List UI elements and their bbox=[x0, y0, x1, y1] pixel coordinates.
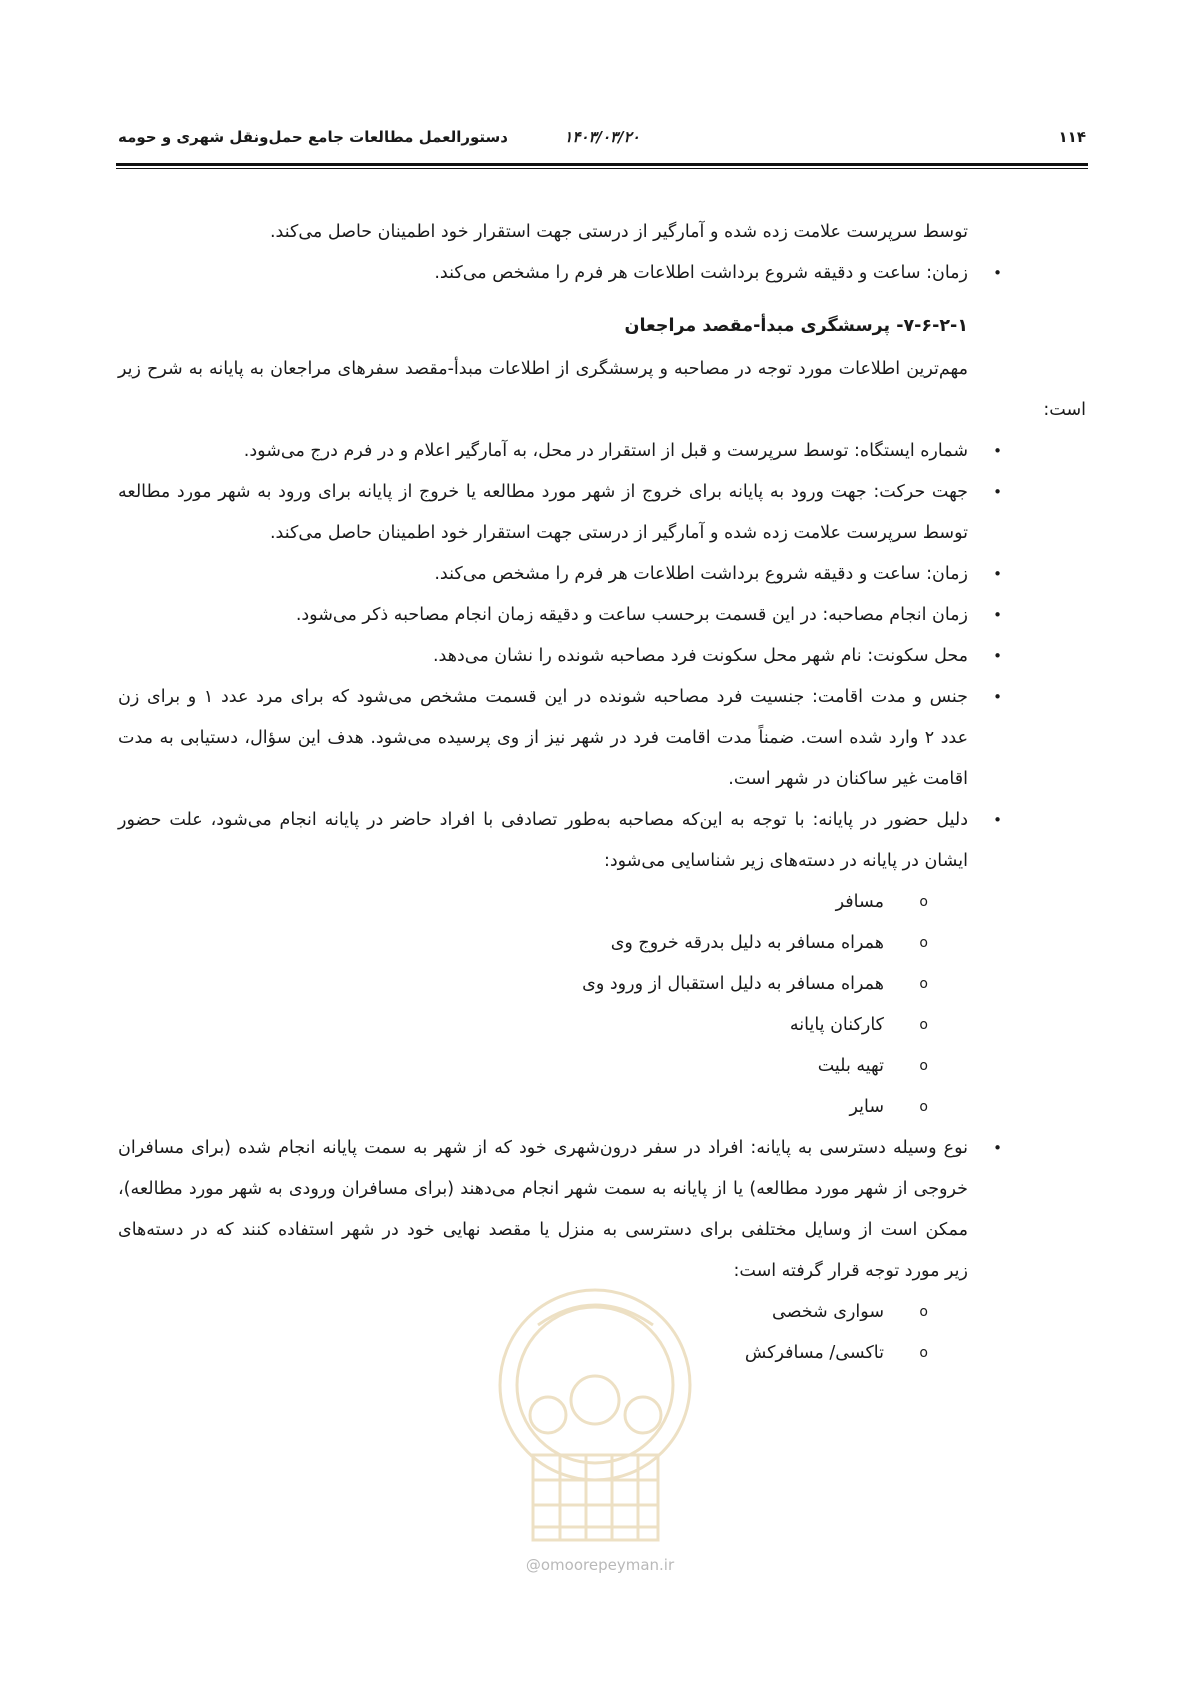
bullet-continuation: اقامت غیر ساکنان در شهر است. bbox=[728, 769, 968, 789]
bullet-item-residence bbox=[118, 636, 1086, 677]
bullet-icon: • bbox=[993, 264, 1002, 282]
sub-item bbox=[118, 1046, 1086, 1087]
bullet-continuation: ایشان در پایانه در دسته‌های زیر شناسایی می‌شود: bbox=[603, 851, 968, 871]
header-date: ۱۴۰۳/۰۳/۲۰ bbox=[564, 128, 640, 146]
header-rule-thick bbox=[116, 163, 1088, 166]
bullet-text: زمان انجام مصاحبه: در این قسمت برحسب ساعت و دقیقه زمان انجام مصاحبه ذکر می‌شود. bbox=[295, 605, 968, 625]
page-body bbox=[118, 212, 1086, 1374]
circle-bullet-icon: o bbox=[919, 1099, 928, 1115]
sub-item bbox=[118, 1005, 1086, 1046]
bullet-continuation: عدد ۲ وارد شده است. ضمناً مدت اقامت فرد در شهر نیز از وی پرسیده می‌شود. هدف این سؤال، دستیابی به مدت bbox=[118, 728, 969, 748]
bullet-item-time-prev bbox=[118, 253, 1086, 294]
sub-item-text: تاکسی/ مسافرکش bbox=[744, 1343, 884, 1363]
sub-item-text: سایر bbox=[849, 1097, 884, 1117]
circle-bullet-icon: o bbox=[919, 1304, 928, 1320]
bullet-icon: • bbox=[993, 647, 1002, 665]
bullet-continuation: زیر مورد توجه قرار گرفته است: bbox=[733, 1261, 968, 1281]
watermark-text: @omoorepeyman.ir bbox=[525, 1556, 675, 1574]
circle-bullet-icon: o bbox=[919, 894, 928, 910]
section-intro-line-1: مهم‌ترین اطلاعات مورد توجه در مصاحبه و پرسشگری از اطلاعات مبدأ-مقصد سفرهای مراجعان به پایانه به شرح زیر bbox=[118, 359, 968, 379]
continuation-line: توسط سرپرست علامت زده شده و آمارگیر از درستی جهت استقرار خود اطمینان حاصل می‌کند. bbox=[269, 222, 968, 242]
bullet-item-time bbox=[118, 554, 1086, 595]
bullet-continuation: خروجی از شهر مورد مطالعه) یا از پایانه به سمت شهر انجام می‌دهند (برای مسافران ورودی به شهر مورد مطالعه)، bbox=[118, 1179, 968, 1199]
bullet-continuation: ممکن است از وسایل مختلفی برای دسترسی به منزل یا مقصد نهایی خود در شهر استفاده کنند که در دسته‌های bbox=[118, 1220, 968, 1240]
circle-bullet-icon: o bbox=[919, 976, 928, 992]
bullet-icon: • bbox=[993, 1139, 1002, 1157]
sub-item bbox=[118, 1292, 1086, 1333]
sub-item-text: کارکنان پایانه bbox=[789, 1015, 884, 1035]
sub-item bbox=[118, 923, 1086, 964]
circle-bullet-icon: o bbox=[919, 935, 928, 951]
bullet-text: محل سکونت: نام شهر محل سکونت فرد مصاحبه شونده را نشان می‌دهد. bbox=[432, 646, 968, 666]
bullet-text: دلیل حضور در پایانه: با توجه به این‌که مصاحبه به‌طور تصادفی با افراد حاضر در پایانه انجام می‌شود، علت حضور bbox=[118, 810, 968, 830]
circle-bullet-icon: o bbox=[919, 1345, 928, 1361]
bullet-icon: • bbox=[993, 606, 1002, 624]
bullet-icon: • bbox=[993, 483, 1002, 501]
bullet-icon: • bbox=[993, 565, 1002, 583]
section-heading: ۷-۶-۲-۱- پرسشگری مبدأ-مقصد مراجعان bbox=[624, 316, 968, 336]
section-intro-line-2: است: bbox=[1043, 400, 1086, 420]
bullet-continuation: توسط سرپرست علامت زده شده و آمارگیر از درستی جهت استقرار خود اطمینان حاصل می‌کند. bbox=[269, 523, 968, 543]
page-header bbox=[118, 128, 1086, 158]
sub-item-text: همراه مسافر به دلیل بدرقه خروج وی bbox=[610, 933, 884, 953]
circle-bullet-icon: o bbox=[919, 1058, 928, 1074]
sub-item-text: همراه مسافر به دلیل استقبال از ورود وی bbox=[582, 974, 884, 994]
bullet-text: جهت حرکت: جهت ورود به پایانه برای خروج از شهر مورد مطالعه یا خروج از پایانه برای ورود به شهر مورد مطالعه bbox=[118, 482, 968, 502]
header-rule-thin bbox=[116, 168, 1088, 169]
page-number: ۱۱۴ bbox=[1058, 128, 1086, 146]
bullet-item-access bbox=[118, 1128, 1086, 1169]
sub-item-text: سواری شخصی bbox=[772, 1302, 884, 1322]
bullet-icon: • bbox=[993, 688, 1002, 706]
sub-item bbox=[118, 882, 1086, 923]
bullet-item-direction bbox=[118, 472, 1086, 513]
sub-item-text: مسافر bbox=[835, 892, 884, 912]
sub-item bbox=[118, 1087, 1086, 1128]
bullet-text: زمان: ساعت و دقیقه شروع برداشت اطلاعات هر فرم را مشخص می‌کند. bbox=[434, 564, 968, 584]
bullet-text: نوع وسیله دسترسی به پایانه: افراد در سفر درون‌شهری خود که از شهر به سمت پایانه انجام شده (برای مسافران bbox=[118, 1138, 968, 1158]
sub-item bbox=[118, 964, 1086, 1005]
bullet-text: زمان: ساعت و دقیقه شروع برداشت اطلاعات هر فرم را مشخص می‌کند. bbox=[434, 263, 968, 283]
circle-bullet-icon: o bbox=[919, 1017, 928, 1033]
sub-item bbox=[118, 1333, 1086, 1374]
bullet-icon: • bbox=[993, 811, 1002, 829]
bullet-item-interview-time bbox=[118, 595, 1086, 636]
bullet-text: جنس و مدت اقامت: جنسیت فرد مصاحبه شونده در این قسمت مشخص می‌شود که برای مرد عدد ۱ و برای زن bbox=[118, 687, 968, 707]
bullet-icon: • bbox=[993, 442, 1002, 460]
bullet-item-reason bbox=[118, 800, 1086, 841]
bullet-item-gender bbox=[118, 677, 1086, 718]
header-title: دستورالعمل مطالعات جامع حمل‌ونقل شهری و حومه bbox=[118, 128, 508, 146]
bullet-item-station bbox=[118, 431, 1086, 472]
sub-item-text: تهیه بلیت bbox=[817, 1056, 884, 1076]
bullet-text: شماره ایستگاه: توسط سرپرست و قبل از استقرار در محل، به آمارگیر اعلام و در فرم درج می‌شود. bbox=[243, 441, 968, 461]
